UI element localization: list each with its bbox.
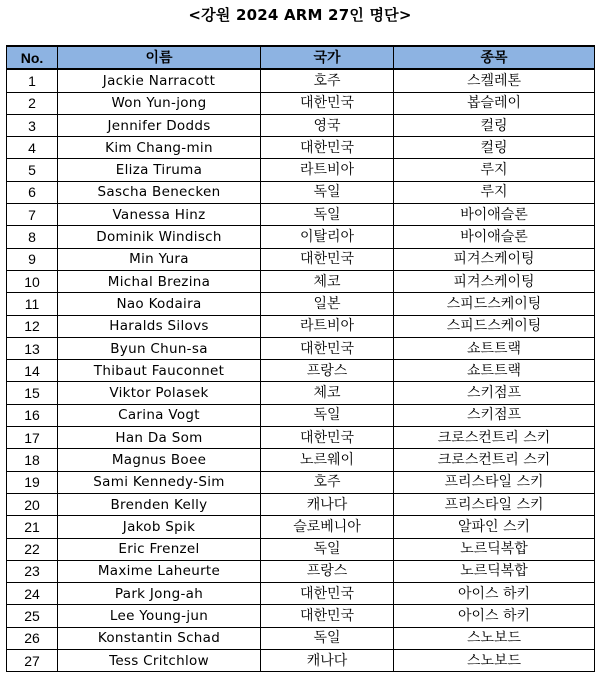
table-row [7,650,595,672]
athlete-name-cell: Konstantin Schad [58,627,261,649]
header-country: 국가 [261,46,394,69]
row-number-cell: 12 [7,315,58,337]
row-number-cell: 8 [7,226,58,248]
row-number-cell: 14 [7,360,58,382]
header-row [7,46,595,69]
header-no: No. [7,46,58,69]
sport-cell: 컬링 [394,114,595,136]
country-cell: 캐나다 [261,650,394,672]
sport-cell: 봅슬레이 [394,92,595,114]
table-row [7,315,595,337]
header-name: 이름 [58,46,261,69]
country-cell: 대한민국 [261,583,394,605]
country-cell: 슬로베니아 [261,516,394,538]
row-number-cell: 21 [7,516,58,538]
athlete-name-cell: Min Yura [58,248,261,270]
table-row [7,337,595,359]
row-number-cell: 3 [7,114,58,136]
country-cell: 독일 [261,181,394,203]
document-title: <강원 2024 ARM 27인 명단> [188,6,412,24]
row-number-cell: 15 [7,382,58,404]
athlete-name-cell: Magnus Boee [58,449,261,471]
sport-cell: 쇼트트랙 [394,360,595,382]
row-number-cell: 27 [7,650,58,672]
table-body [7,69,595,672]
athlete-name-cell: Vanessa Hinz [58,204,261,226]
sport-cell: 아이스 하키 [394,583,595,605]
sport-cell: 스노보드 [394,650,595,672]
row-number-cell: 17 [7,427,58,449]
table-row [7,583,595,605]
row-number-cell: 11 [7,293,58,315]
sport-cell: 프리스타일 스키 [394,471,595,493]
athlete-name-cell: Sascha Benecken [58,181,261,203]
sport-cell: 아이스 하키 [394,605,595,627]
sport-cell: 루지 [394,181,595,203]
athlete-name-cell: Jackie Narracott [58,69,261,92]
athlete-name-cell: Dominik Windisch [58,226,261,248]
row-number-cell: 24 [7,583,58,605]
table-row [7,560,595,582]
country-cell: 일본 [261,293,394,315]
row-number-cell: 26 [7,627,58,649]
sport-cell: 바이애슬론 [394,204,595,226]
athlete-name-cell: Maxime Laheurte [58,560,261,582]
table-row [7,449,595,471]
row-number-cell: 23 [7,560,58,582]
sport-cell: 스키점프 [394,382,595,404]
table-row [7,516,595,538]
row-number-cell: 7 [7,204,58,226]
country-cell: 영국 [261,114,394,136]
sport-cell: 쇼트트랙 [394,337,595,359]
sport-cell: 스켈레톤 [394,69,595,92]
athlete-name-cell: Carina Vogt [58,404,261,426]
row-number-cell: 25 [7,605,58,627]
table-row [7,69,595,92]
header-sport: 종목 [394,46,595,69]
row-number-cell: 13 [7,337,58,359]
athlete-name-cell: Thibaut Fauconnet [58,360,261,382]
table-row [7,248,595,270]
athlete-name-cell: Park Jong-ah [58,583,261,605]
row-number-cell: 5 [7,159,58,181]
row-number-cell: 1 [7,69,58,92]
row-number-cell: 9 [7,248,58,270]
table-row [7,92,595,114]
country-cell: 독일 [261,204,394,226]
sport-cell: 피겨스케이팅 [394,248,595,270]
table-row [7,493,595,515]
row-number-cell: 20 [7,493,58,515]
athlete-name-cell: Kim Chang-min [58,137,261,159]
sport-cell: 크로스컨트리 스키 [394,427,595,449]
country-cell: 프랑스 [261,360,394,382]
row-number-cell: 6 [7,181,58,203]
table-row [7,538,595,560]
table-row [7,360,595,382]
row-number-cell: 16 [7,404,58,426]
country-cell: 호주 [261,471,394,493]
sport-cell: 크로스컨트리 스키 [394,449,595,471]
country-cell: 대한민국 [261,92,394,114]
country-cell: 노르웨이 [261,449,394,471]
sport-cell: 바이애슬론 [394,226,595,248]
row-number-cell: 18 [7,449,58,471]
sport-cell: 알파인 스키 [394,516,595,538]
sport-cell: 피겨스케이팅 [394,270,595,292]
table-row [7,270,595,292]
country-cell: 대한민국 [261,605,394,627]
athlete-name-cell: Eliza Tiruma [58,159,261,181]
table-row [7,427,595,449]
country-cell: 캐나다 [261,493,394,515]
country-cell: 프랑스 [261,560,394,582]
country-cell: 라트비아 [261,159,394,181]
sport-cell: 프리스타일 스키 [394,493,595,515]
athlete-name-cell: Brenden Kelly [58,493,261,515]
country-cell: 체코 [261,382,394,404]
sport-cell: 루지 [394,159,595,181]
roster-table [6,45,595,672]
athlete-name-cell: Jakob Spik [58,516,261,538]
country-cell: 대한민국 [261,427,394,449]
table-row [7,114,595,136]
country-cell: 이탈리아 [261,226,394,248]
country-cell: 독일 [261,404,394,426]
athlete-name-cell: Byun Chun-sa [58,337,261,359]
country-cell: 대한민국 [261,248,394,270]
table-row [7,137,595,159]
table-header [7,46,595,69]
country-cell: 대한민국 [261,337,394,359]
sport-cell: 노르딕복합 [394,560,595,582]
athlete-name-cell: Sami Kennedy-Sim [58,471,261,493]
athlete-name-cell: Jennifer Dodds [58,114,261,136]
table-row [7,293,595,315]
country-cell: 독일 [261,538,394,560]
table-row [7,181,595,203]
athlete-name-cell: Lee Young-jun [58,605,261,627]
table-row [7,627,595,649]
country-cell: 독일 [261,627,394,649]
athlete-name-cell: Han Da Som [58,427,261,449]
table-row [7,605,595,627]
athlete-name-cell: Michal Brezina [58,270,261,292]
sport-cell: 컬링 [394,137,595,159]
table-row [7,404,595,426]
sport-cell: 스노보드 [394,627,595,649]
athlete-name-cell: Won Yun-jong [58,92,261,114]
athlete-name-cell: Eric Frenzel [58,538,261,560]
athlete-name-cell: Tess Critchlow [58,650,261,672]
country-cell: 호주 [261,69,394,92]
athlete-name-cell: Viktor Polasek [58,382,261,404]
sport-cell: 스피드스케이팅 [394,293,595,315]
table-row [7,471,595,493]
row-number-cell: 10 [7,270,58,292]
row-number-cell: 19 [7,471,58,493]
athlete-name-cell: Haralds Silovs [58,315,261,337]
sport-cell: 스피드스케이팅 [394,315,595,337]
table-row [7,382,595,404]
row-number-cell: 22 [7,538,58,560]
table-row [7,204,595,226]
country-cell: 라트비아 [261,315,394,337]
sport-cell: 노르딕복합 [394,538,595,560]
athlete-name-cell: Nao Kodaira [58,293,261,315]
row-number-cell: 4 [7,137,58,159]
row-number-cell: 2 [7,92,58,114]
table-row [7,226,595,248]
sport-cell: 스키점프 [394,404,595,426]
country-cell: 체코 [261,270,394,292]
table-row [7,159,595,181]
country-cell: 대한민국 [261,137,394,159]
